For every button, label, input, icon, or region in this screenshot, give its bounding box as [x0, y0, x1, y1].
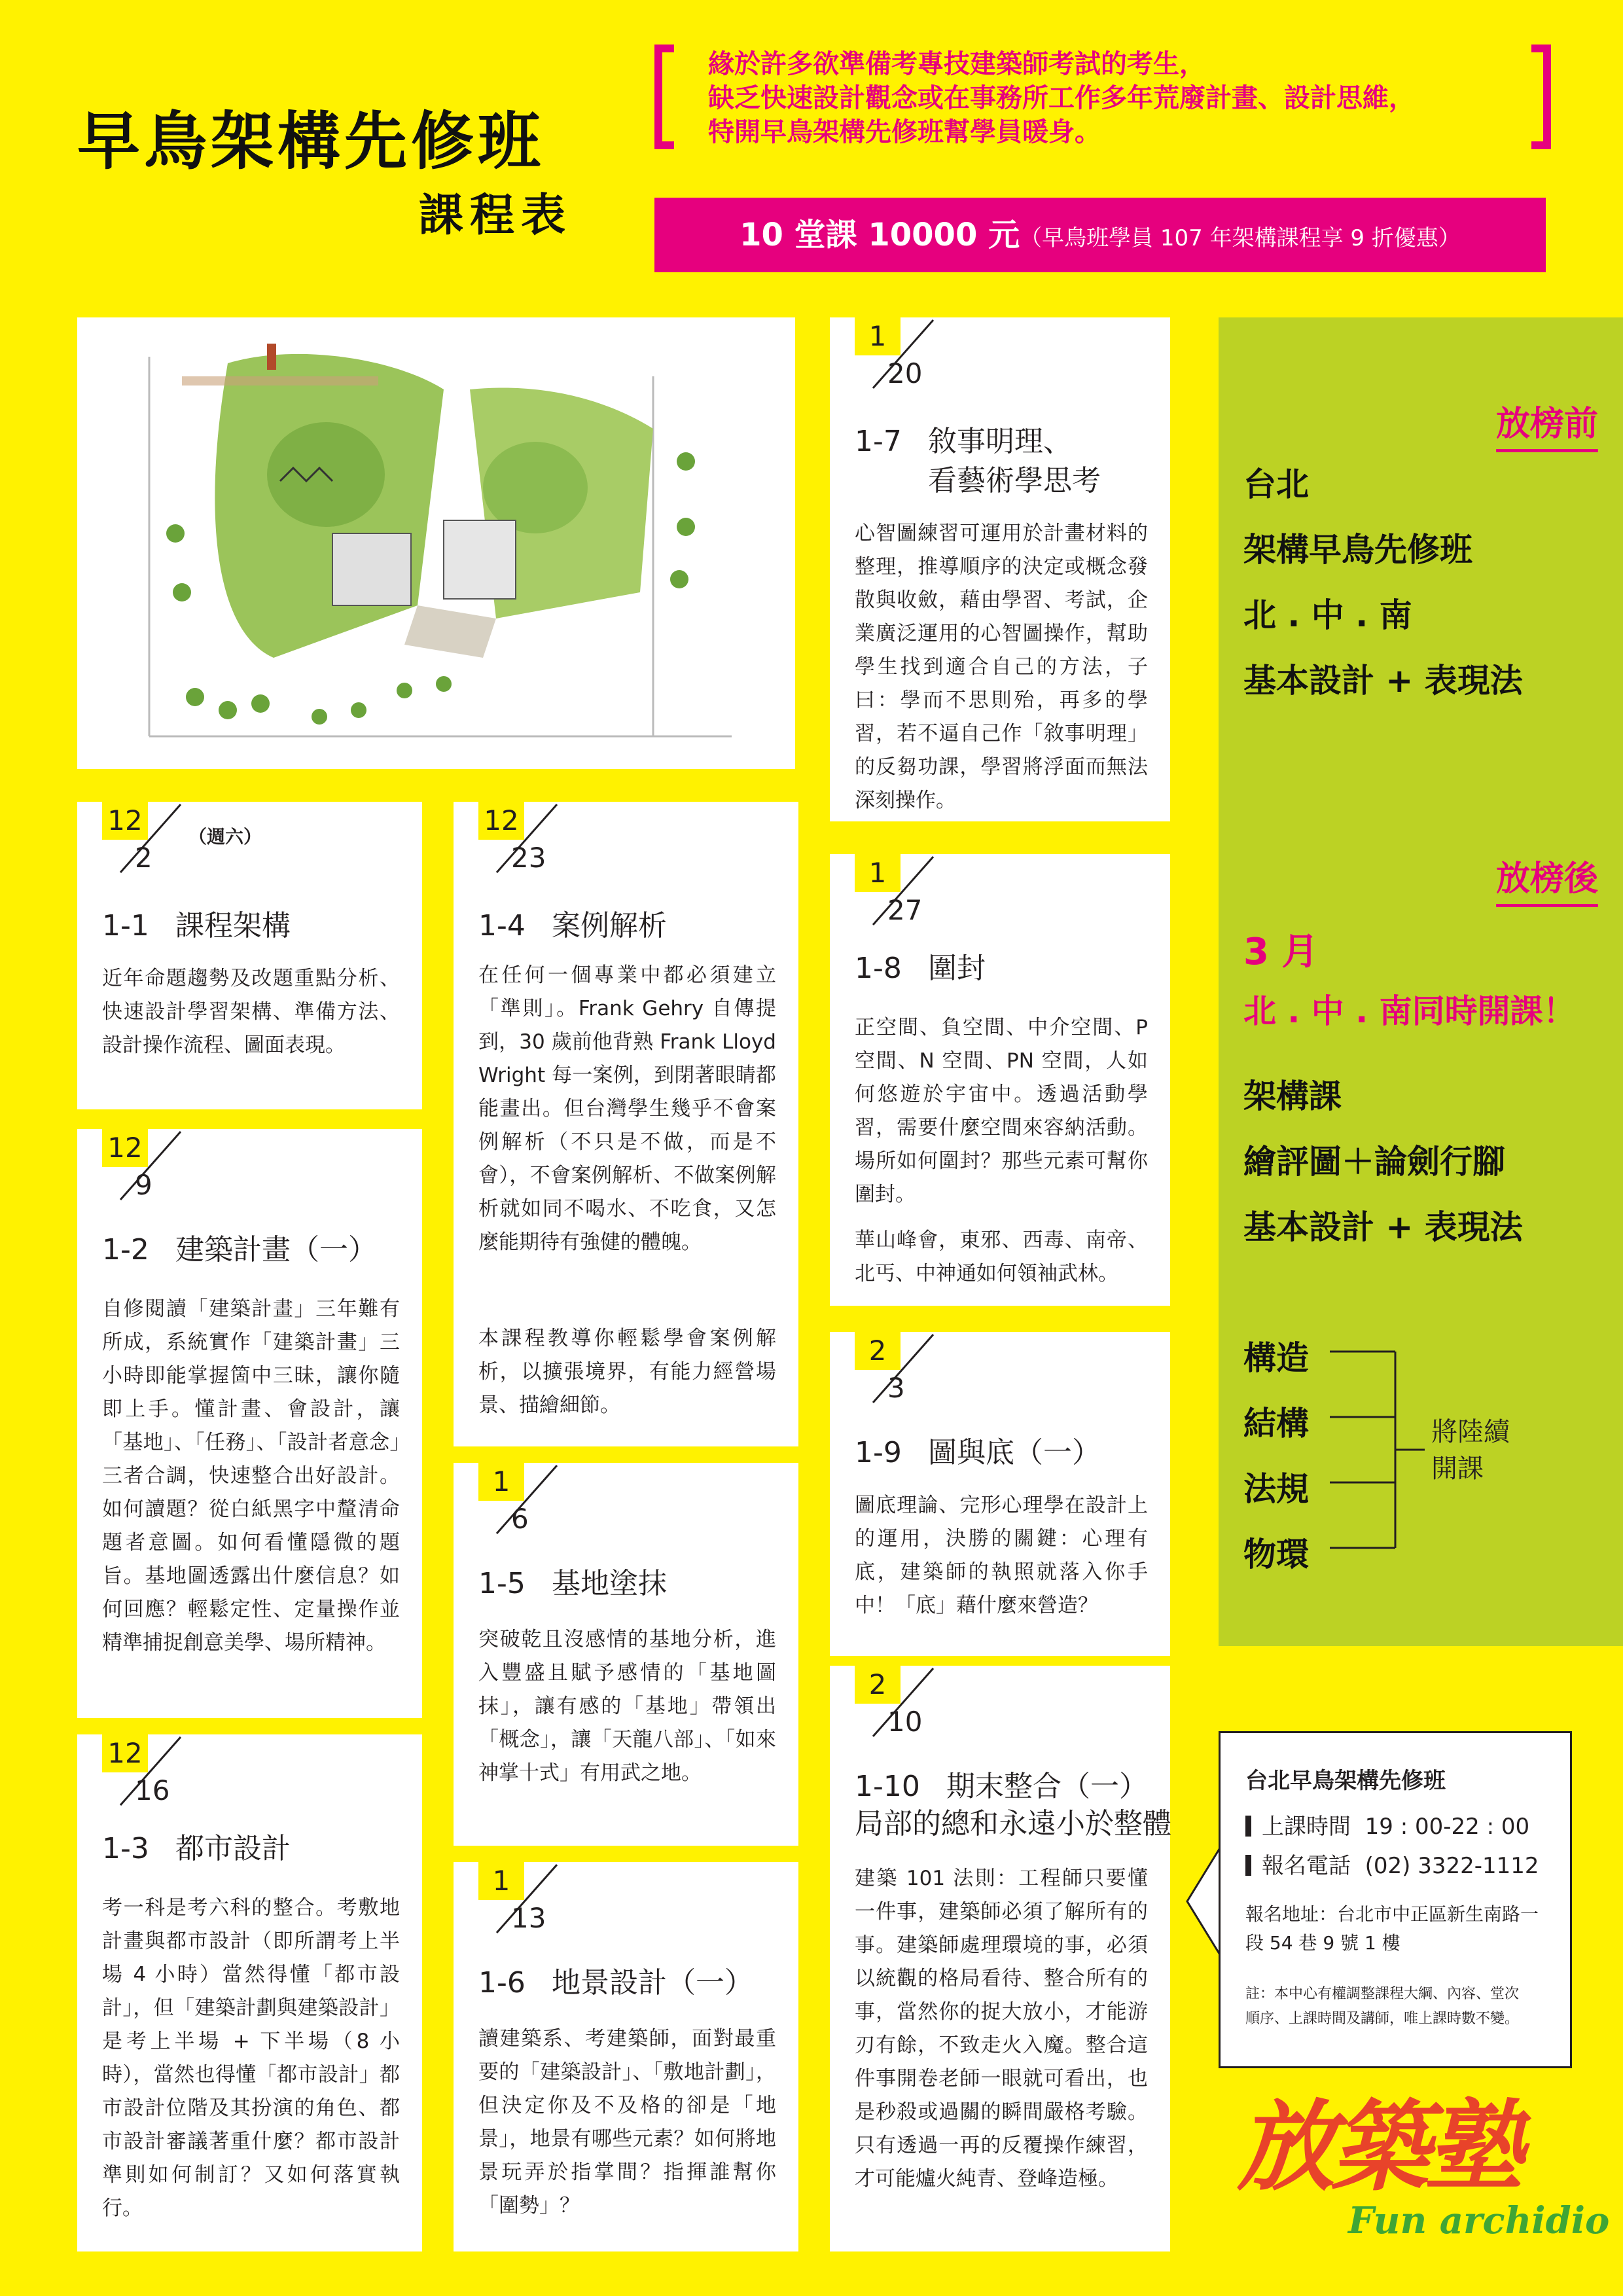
date-day: 9 — [135, 1169, 152, 1201]
date-badge — [102, 1129, 187, 1204]
bracket-left — [654, 45, 674, 149]
price-main: 10 堂課 10000 元 — [740, 217, 1020, 253]
course-card-1-10 — [830, 1666, 1170, 2251]
course-number: 1-3 — [102, 1832, 149, 1865]
date-month: 1 — [478, 1862, 524, 1900]
date-day: 23 — [511, 842, 546, 874]
subject-item: 物環 — [1243, 1535, 1309, 1573]
subject-item: 結構 — [1243, 1405, 1309, 1443]
course-description: 讀建築系、考建築師，面對最重要的「建築設計」、「敷地計劃」，但決定你及不及格的卻是「地景」，地景有哪些元素？如何將地景玩弄於指掌間？指揮誰幫你「圍勢」？ — [478, 2027, 776, 2217]
course-name: 地景設計（一） — [552, 1966, 753, 2000]
course-description: 正空間、負空間、中介空間、P 空間、N 空間、PN 空間，人如何悠遊於宇宙中。透過活動學習，需要什麼空間來容納活動。場所如何圍封？那些元素可幫你圍封。 — [855, 1016, 1148, 1206]
course-description: 建築 101 法則：工程師只要懂一件事，建築師必須了解所有的事。建築師處理環境的事，必須以統觀的格局看待、整合所有的事，當然你的捉大放小，才能游刃有餘，不致走火入魔。整合這件事開卷老師一眼就可看出，也是秒殺或過關的瞬間嚴格考驗。只有透過一再的反覆操作練習，才可能爐火純青、登峰造極。 — [855, 1867, 1148, 2191]
date-day: 3 — [887, 1372, 905, 1404]
before-results-heading: 放榜前 — [1496, 396, 1598, 452]
date-day: 13 — [511, 1902, 546, 1934]
course-title — [478, 1564, 667, 1604]
course-description: 考一科是考六科的整合。考敷地計畫與都市設計（即所謂考上半場 4 小時）當然得懂「都市設計」，但「建築計劃與建築設計」是考上半場 + 下半場（8 小時），當然也得懂「都市設計」都市設計位階及其扮演的角色、都市設計審議著重什麼？都市設計準則如何制訂？又如何落實執行。 — [102, 1896, 400, 2220]
course-name: 期末整合（一） — [946, 1770, 1148, 1803]
after-item: 架構課 — [1243, 1077, 1342, 1115]
course-title — [102, 906, 291, 946]
intro-box — [654, 45, 1551, 149]
course-name: 都市設計 — [175, 1832, 291, 1865]
course-number: 1-5 — [478, 1567, 526, 1600]
address — [1245, 1900, 1539, 1958]
course-title — [478, 906, 667, 946]
course-name: 基地塗抹 — [552, 1567, 667, 1600]
disclaimer-line: 註：本中心有權調整課程大綱、內容、堂次 — [1245, 1986, 1520, 2002]
phone — [1245, 1848, 1539, 1880]
disclaimer — [1245, 1982, 1519, 2032]
date-badge — [478, 802, 563, 877]
intro-line: 緣於許多欲準備考專技建築師考試的考生， — [708, 48, 1205, 79]
page-title: 早鳥架構先修班 — [77, 104, 544, 178]
course-description: 突破乾且沒感情的基地分析，進入豐盛且賦予感情的「基地圖抹」，讓有感的「基地」帶領出「概念」，讓「天龍八部」、「如來神掌十式」有用武之地。 — [478, 1628, 776, 1785]
date-badge — [855, 1332, 940, 1407]
course-title-line2: 局部的總和永遠小於整體 — [855, 1807, 1171, 1840]
date-month: 2 — [855, 1666, 901, 1704]
page-subtitle: 課程表 — [419, 189, 573, 242]
course-number: 1-1 — [102, 909, 149, 942]
course-name: 課程架構 — [175, 909, 291, 942]
date-badge — [102, 802, 262, 877]
course-number: 1-4 — [478, 909, 526, 942]
course-name: 圖與底（一） — [928, 1436, 1101, 1469]
intro-text — [708, 47, 1415, 149]
date-day: 16 — [135, 1774, 170, 1806]
date-badge — [478, 1463, 563, 1538]
after-results-heading: 放榜後 — [1496, 851, 1598, 907]
course-description-2: 華山峰會，東邪、西毒、南帝、北丐、中神通如何領袖武林。 — [855, 1229, 1148, 1285]
course-title — [102, 1829, 291, 1869]
disclaimer-line: 順序、上課時間及講師，唯上課時數不變。 — [1245, 2011, 1520, 2027]
course-title — [102, 1230, 377, 1270]
date-month: 12 — [478, 802, 524, 840]
date-day: 27 — [887, 894, 923, 926]
course-card-1-3 — [77, 1734, 422, 2251]
course-name: 案例解析 — [552, 909, 667, 942]
course-name: 建築計畫（一） — [175, 1233, 377, 1266]
class-time-label: 上課時間 — [1262, 1814, 1351, 1840]
date-month: 1 — [855, 317, 901, 355]
class-time — [1245, 1808, 1529, 1840]
before-item: 基本設計 + 表現法 — [1243, 662, 1523, 700]
course-title — [478, 1964, 753, 2003]
date-month: 2 — [855, 1332, 901, 1370]
course-description: 在任何一個專業中都必須建立「準則」。Frank Gehry 自傳提到，30 歲前他背熟 Frank Lloyd Wright 每一案例，到閉著眼睛都能畫出。但台灣學生幾乎不會案例解析（不只是不做，而是不會），不會案例解析、不做案例解析就如同不喝水、不吃食，又怎麼能期待有強健的體魄。 — [478, 963, 776, 1254]
course-number: 1-6 — [478, 1966, 526, 2000]
course-number: 1-2 — [102, 1233, 149, 1266]
subjects-note — [1431, 1414, 1510, 1487]
intro-line: 特開早鳥架構先修班幫學員暖身。 — [708, 117, 1101, 147]
phone-label: 報名電話 — [1262, 1853, 1351, 1879]
date-month: 12 — [102, 802, 148, 840]
before-item: 架構早鳥先修班 — [1243, 531, 1472, 569]
course-name: 圍封 — [928, 952, 986, 985]
date-day: 2 — [135, 842, 152, 874]
date-month: 12 — [102, 1129, 148, 1167]
date-note: （週六） — [188, 826, 262, 848]
course-description-2: 本課程教導你輕鬆學會案例解析，以擴張境界，有能力經營場景、描繪細節。 — [478, 1327, 776, 1417]
course-card-1-8 — [830, 854, 1170, 1306]
date-day: 20 — [887, 357, 923, 389]
course-title — [855, 1767, 1148, 1806]
address-line: 段 54 巷 9 號 1 樓 — [1245, 1932, 1400, 1954]
date-month: 1 — [478, 1463, 524, 1501]
subject-item: 構造 — [1243, 1339, 1309, 1377]
course-title — [855, 949, 986, 988]
open-note: 北 . 中 . 南同時開課！ — [1243, 992, 1576, 1030]
subject-bracket — [1330, 1345, 1428, 1568]
subject-item: 法規 — [1243, 1470, 1309, 1508]
price-banner — [654, 198, 1546, 272]
info-title: 台北早鳥架構先修班 — [1245, 1768, 1446, 1794]
date-badge — [102, 1734, 187, 1810]
date-month: 12 — [102, 1734, 148, 1772]
info-box — [1219, 1731, 1572, 2068]
course-description: 自修閱讀「建築計畫」三年難有所成，系統實作「建築計畫」三小時即能掌握箇中三昧，讓你隨即上手。懂計畫、會設計，讓「基地」、「任務」、「設計者意念」三者合調，快速整合出好設計。如何讀題？從白紙黑字中釐清命題者意圖。如何看懂隱微的題旨。基地圖透露出什麼信息？如何回應？輕鬆定性、定量操作並精準捕捉創意美學、場所精神。 — [102, 1297, 400, 1655]
course-number: 1-8 — [855, 952, 902, 985]
date-badge — [855, 854, 940, 929]
bracket-right — [1531, 45, 1551, 149]
course-card-1-5 — [454, 1463, 798, 1846]
brand-logo — [1237, 2088, 1610, 2258]
date-badge — [855, 317, 940, 393]
phone-value: (02) 3322-1112 — [1364, 1853, 1539, 1879]
intro-line: 缺乏快速設計觀念或在事務所工作多年荒廢計畫、設計思維， — [708, 82, 1415, 113]
bullet-bar — [1245, 1816, 1251, 1837]
course-name: 敘事明理、 — [928, 425, 1072, 458]
course-title-line2: 看藝術學思考 — [928, 464, 1101, 497]
course-card-1-2 — [77, 1129, 422, 1718]
subjects-note-line: 將陸續 — [1431, 1417, 1510, 1447]
subjects-note-line: 開課 — [1431, 1454, 1484, 1484]
price-note: （早鳥班學員 107 年架構課程享 9 折優惠） — [1020, 225, 1461, 251]
info-pointer — [1185, 1846, 1224, 1957]
bullet-bar — [1245, 1855, 1251, 1876]
course-description: 心智圖練習可運用於計畫材料的整理，推導順序的決定或概念發散與收斂，藉由學習、考試，企業廣泛運用的心智圖操作，幫助學生找到適合自己的方法，子曰：學而不思則殆，再多的學習，若不逼自己作「敘事明理」的反芻功課，學習將浮面而無法深刻操作。 — [855, 522, 1148, 812]
course-title — [855, 1433, 1101, 1473]
logo-chinese: 放築塾 — [1237, 2089, 1520, 2204]
date-month: 1 — [855, 854, 901, 892]
after-item: 基本設計 + 表現法 — [1243, 1208, 1523, 1246]
site-plan-drawing — [77, 317, 795, 769]
class-time-value: 19 : 00-22 : 00 — [1364, 1814, 1530, 1840]
date-badge — [855, 1666, 940, 1741]
course-card-1-6 — [454, 1862, 798, 2251]
course-card-1-1 — [77, 802, 422, 1109]
course-description: 近年命題趨勢及改題重點分析、快速設計學習架構、準備方法、設計操作流程、圖面表現。 — [102, 967, 400, 1057]
before-item: 北 . 中 . 南 — [1243, 596, 1412, 634]
before-item: 台北 — [1243, 465, 1309, 503]
date-day: 10 — [887, 1706, 923, 1738]
course-card-1-9 — [830, 1332, 1170, 1656]
march-label: 3 月 — [1243, 931, 1319, 973]
course-card-1-7 — [830, 317, 1170, 821]
course-number: 1-10 — [855, 1770, 920, 1803]
side-panel — [1219, 317, 1623, 1646]
course-title — [855, 422, 1072, 461]
site-plan-sketch — [77, 317, 795, 769]
course-number: 1-7 — [855, 425, 902, 458]
date-day: 6 — [511, 1503, 529, 1535]
course-description: 圖底理論、完形心理學在設計上的運用，決勝的關鍵：心理有底，建築師的執照就落入你手中！「底」藉什麼來營造？ — [855, 1494, 1148, 1617]
course-number: 1-9 — [855, 1436, 902, 1469]
address-line: 報名地址：台北市中正區新生南路一 — [1245, 1903, 1539, 1925]
course-card-1-4 — [454, 802, 798, 1446]
logo-english: Fun archidio — [1348, 2199, 1610, 2242]
after-item: 繪評圖＋論劍行腳 — [1243, 1143, 1505, 1181]
date-badge — [478, 1862, 563, 1937]
